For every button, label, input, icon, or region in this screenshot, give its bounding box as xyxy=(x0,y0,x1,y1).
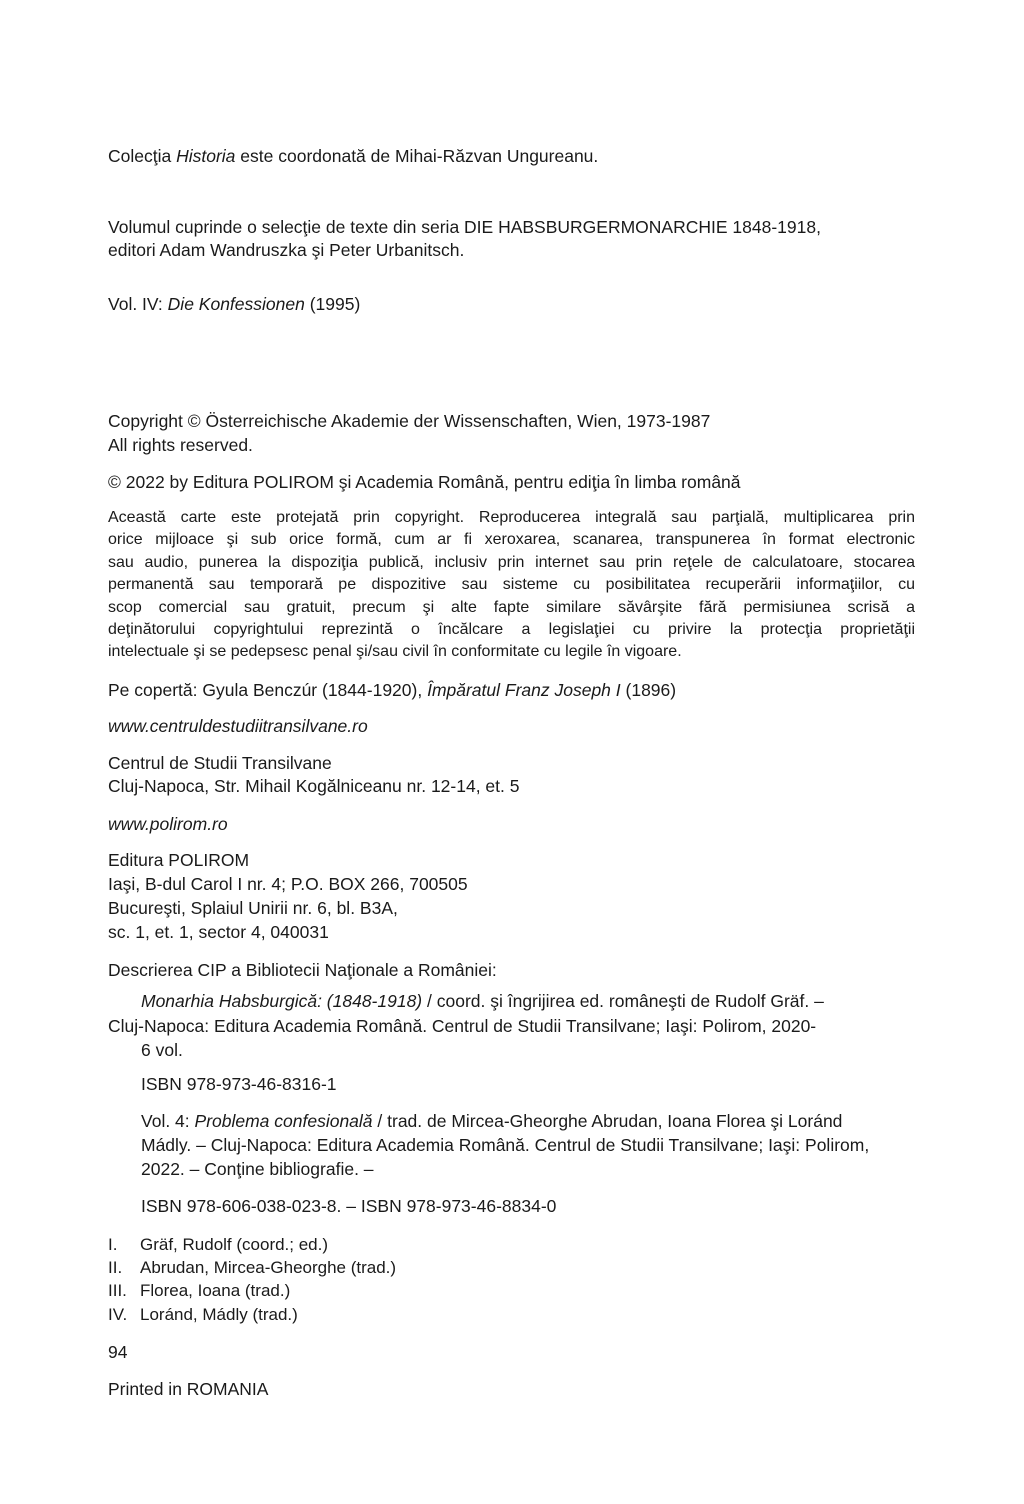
legal-paragraph xyxy=(108,507,915,664)
polirom-address-3: sc. 1, et. 1, sector 4, 040031 xyxy=(108,922,329,942)
copyright-romanian: © 2022 by Editura POLIROM şi Academia Română, pentru ediţia în limba română xyxy=(108,472,741,492)
entry-text: Abrudan, Mircea-Gheorghe (trad.) xyxy=(140,1258,397,1277)
legal-line: deţinătorului copyrightului reprezintă o încălcare a legislaţiei cu privire la protecţia proprietăţii xyxy=(108,621,915,639)
legal-line: intelectuale şi se pedepsesc penal şi/sau civil în conformitate cu legile în vigoare. xyxy=(108,643,682,661)
cover-credit: Pe copertă: Gyula Benczúr (1844-1920), Împăratul Franz Joseph I (1896) xyxy=(108,680,677,700)
polirom-address-1: Iaşi, B-dul Carol I nr. 4; P.O. BOX 266, 700505 xyxy=(108,874,468,894)
printed-in: Printed in ROMANIA xyxy=(108,1379,269,1399)
cip-vol4-line-2: Mádly. – Cluj-Napoca: Editura Academia Română. Centrul de Studii Transilvane; Iaşi: Polirom, xyxy=(141,1135,870,1155)
cst-url[interactable]: www.centruldestudiitransilvane.ro xyxy=(108,716,368,736)
entry-number: II. xyxy=(108,1258,123,1277)
polirom-url[interactable]: www.polirom.ro xyxy=(108,814,228,834)
legal-line: permanentă sau temporară pe dispozitive sau sisteme cu posibilitatea recuperării informaţiilor, cu xyxy=(108,576,915,594)
cip-heading: Descrierea CIP a Bibliotecii Naţionale a României: xyxy=(108,960,497,980)
cip-volumes: 6 vol. xyxy=(141,1040,183,1060)
entry-number: I. xyxy=(108,1235,118,1254)
collection-note: Colecţia Historia este coordonată de Mihai-Răzvan Ungureanu. xyxy=(108,146,599,166)
cip-isbn-vol: ISBN 978-606-038-023-8. – ISBN 978-973-46-8834-0 xyxy=(141,1196,557,1216)
vol-iv-note: Vol. IV: Die Konfessionen (1995) xyxy=(108,294,361,314)
legal-line: scop comercial sau gratuit, precum şi alte fapte similare săvârşite fără permisiunea scrisă a xyxy=(108,598,915,616)
cip-title-line: Monarhia Habsburgică: (1848-1918) / coord. şi îngrijirea ed. româneşti de Rudolf Gräf. – xyxy=(141,991,824,1011)
legal-line: orice mijloace şi sub orice formă, cum ar fi xeroxarea, scanarea, transpunerea în format electronic xyxy=(108,531,915,549)
cip-vol4-line-1: Vol. 4: Problema confesională / trad. de Mircea-Gheorghe Abrudan, Ioana Florea şi Loránd xyxy=(141,1111,843,1131)
volume-note-1: Volumul cuprinde o selecţie de texte din seria DIE HABSBURGERMONARCHIE 1848-1918, xyxy=(108,217,821,237)
entry-number: III. xyxy=(108,1281,127,1300)
classification-code: 94 xyxy=(108,1342,128,1362)
cip-vol4-line-3: 2022. – Conţine bibliografie. – xyxy=(141,1159,374,1179)
polirom-name: Editura POLIROM xyxy=(108,850,250,870)
legal-line: sau audio, punerea la dispoziţia publică, inclusiv prin internet sau prin reţele de calculatoare, stocarea xyxy=(108,553,915,571)
entry-number: IV. xyxy=(108,1305,128,1324)
volume-note-2: editori Adam Wandruszka şi Peter Urbanitsch. xyxy=(108,240,465,260)
entry-text: Florea, Ioana (trad.) xyxy=(140,1281,291,1300)
cst-name: Centrul de Studii Transilvane xyxy=(108,753,332,773)
entry-text: Gräf, Rudolf (coord.; ed.) xyxy=(140,1235,329,1254)
entry-text: Loránd, Mádly (trad.) xyxy=(140,1305,298,1324)
polirom-address-2: Bucureşti, Splaiul Unirii nr. 6, bl. B3A, xyxy=(108,898,398,918)
legal-line: Această carte este protejată prin copyright. Reproducerea integrală sau parţială, multiplicarea prin xyxy=(108,509,915,526)
copyright-line-1: Copyright © Österreichische Akademie der Wissenschaften, Wien, 1973-1987 xyxy=(108,411,711,431)
cip-publisher-line: Cluj-Napoca: Editura Academia Română. Centrul de Studii Transilvane; Iaşi: Polirom, 2020- xyxy=(108,1016,817,1036)
copyright-line-2: All rights reserved. xyxy=(108,435,253,455)
cst-address: Cluj-Napoca, Str. Mihail Kogălniceanu nr. 12-14, et. 5 xyxy=(108,776,520,796)
cip-isbn-set: ISBN 978-973-46-8316-1 xyxy=(141,1074,337,1094)
